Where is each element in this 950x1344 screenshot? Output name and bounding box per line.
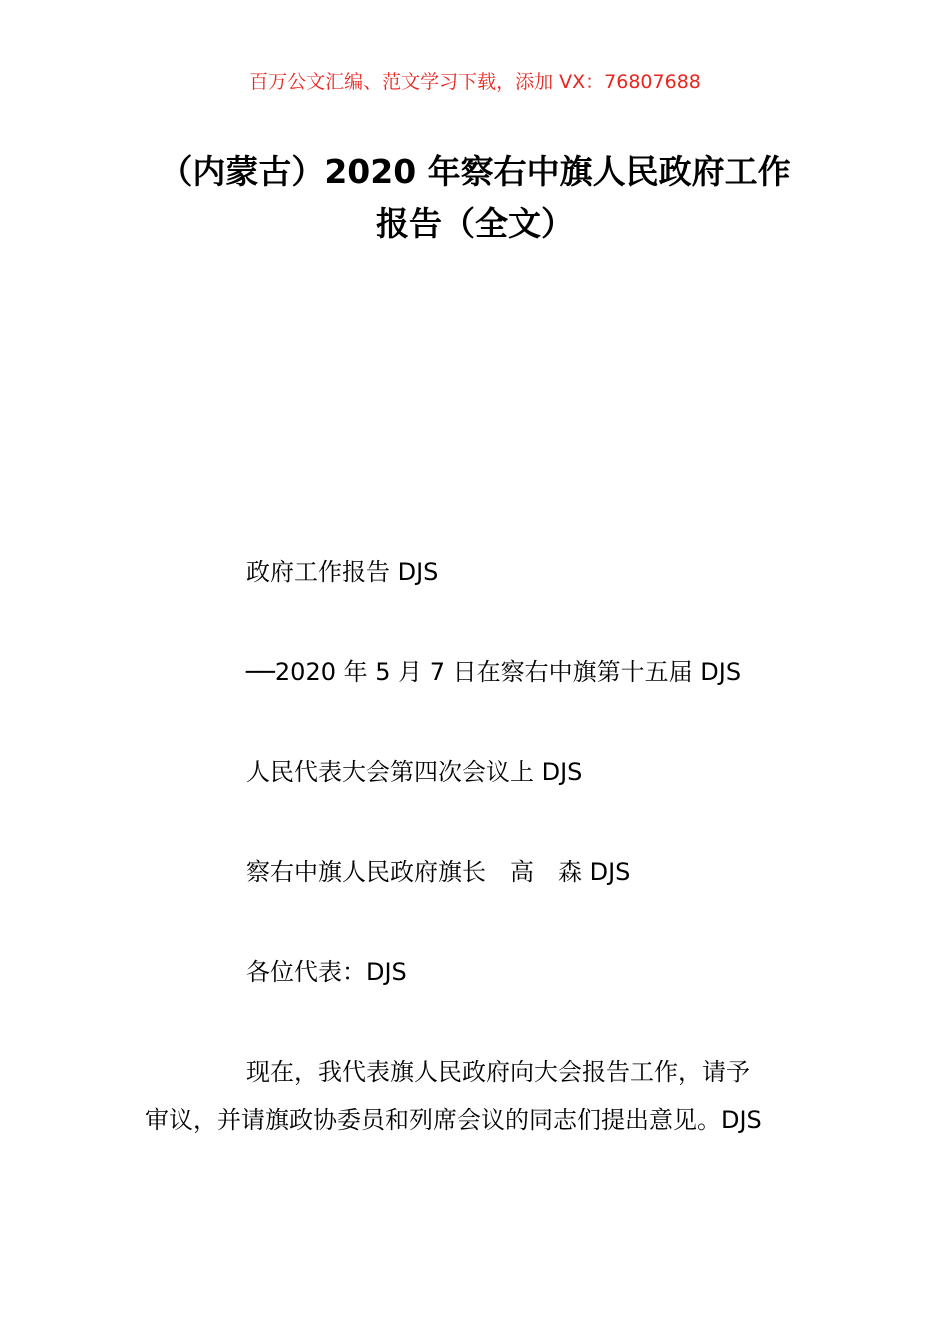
paragraph-line-1: 现在，我代表旗人民政府向大会报告工作，请予	[246, 1058, 750, 1086]
report-subtitle: 政府工作报告 DJS	[246, 558, 439, 586]
report-date-line: ──2020 年 5 月 7 日在察右中旗第十五届 DJS	[246, 658, 742, 686]
report-author-line: 察右中旗人民政府旗长 高 森 DJS	[246, 858, 631, 886]
header-watermark-note: 百万公文汇编、范文学习下载，添加 VX：76807688	[249, 71, 701, 93]
salutation-line: 各位代表：DJS	[246, 958, 407, 986]
title-line-2: 报告（全文）	[376, 204, 574, 243]
paragraph-line-2: 审议，并请旗政协委员和列席会议的同志们提出意见。DJS	[145, 1106, 762, 1134]
title-line-1: （内蒙古）2020 年察右中旗人民政府工作	[159, 152, 791, 191]
report-meeting-line: 人民代表大会第四次会议上 DJS	[246, 758, 583, 786]
opening-paragraph	[145, 1048, 805, 1144]
document-title	[0, 146, 950, 250]
